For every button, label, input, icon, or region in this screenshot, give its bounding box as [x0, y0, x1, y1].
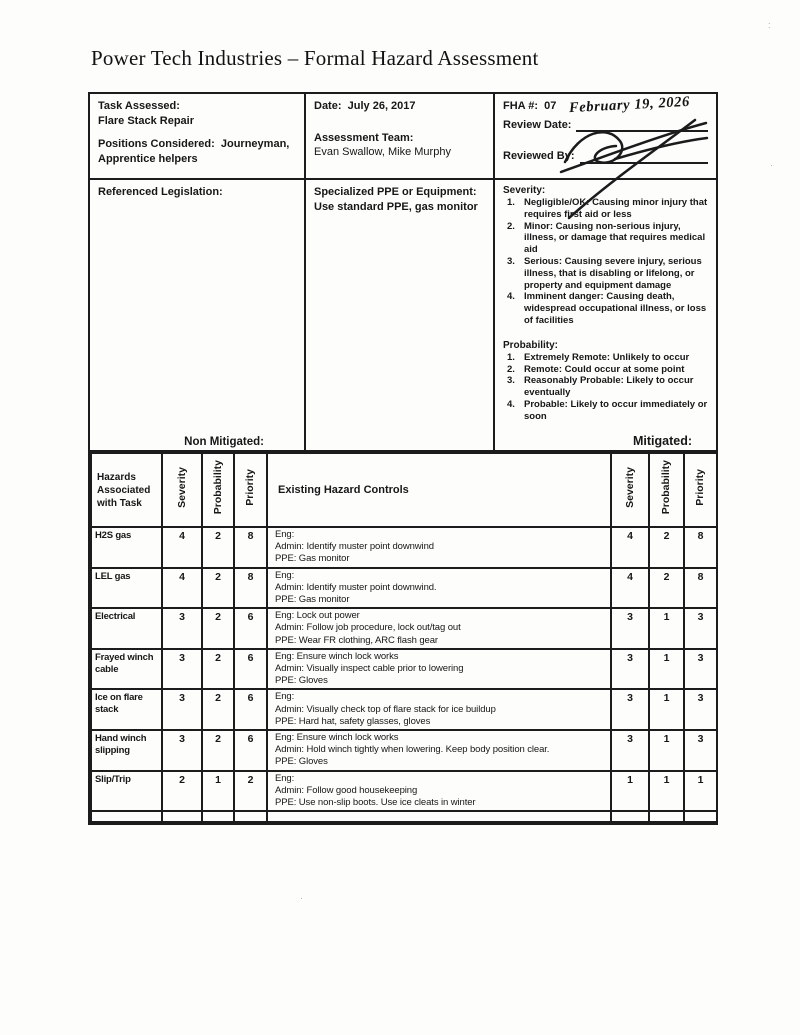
team-value: Evan Swallow, Mike Murphy — [314, 146, 451, 158]
controls-admin: Admin: Hold winch tightly when lowering. Keep body position clear. — [275, 744, 550, 756]
controls-eng: Eng: Ensure winch lock works — [275, 650, 399, 662]
date-label: Date: — [314, 100, 342, 112]
probability-cell: 2 — [202, 649, 234, 690]
controls-ppe: PPE: Wear FR clothing, ARC flash gear — [275, 634, 438, 646]
item-number: 1. — [507, 351, 515, 363]
task-assessed-value: Flare Stack Repair — [98, 114, 194, 127]
positions-line — [98, 137, 296, 166]
severity-cell: 3 — [162, 608, 202, 649]
priority-cell: 2 — [234, 771, 267, 812]
item-text: Probable: Likely to occur immediately or soon — [524, 398, 708, 422]
hazard-cell: Hand winch slipping — [91, 730, 162, 771]
table-row-empty — [91, 811, 717, 822]
severity-cell: 4 — [162, 568, 202, 609]
mitigated-probability-cell: 1 — [649, 689, 684, 730]
mitigated-priority-cell: 3 — [684, 649, 717, 690]
item-number: 3. — [507, 375, 515, 387]
priority-cell — [234, 811, 267, 822]
controls-ppe: PPE: Gloves — [275, 756, 328, 768]
item-text: Serious: Causing severe injury, serious illness, that is disabling or lifelong, or property and equipment damage — [524, 255, 702, 291]
mitigated-priority-cell: 8 — [684, 568, 717, 609]
controls-ppe: PPE: Use non-slip boots. Use ice cleats in winter — [275, 797, 476, 809]
controls-eng: Eng: Lock out power — [275, 610, 360, 622]
col-header-severity — [162, 453, 202, 527]
item-text: Negligible/OK: Causing minor injury that requires first aid or less — [524, 197, 708, 220]
controls-eng: Eng: — [275, 529, 295, 540]
hazard-cell: H2S gas — [91, 527, 162, 568]
probability-definition-item — [503, 399, 708, 423]
priority-cell: 6 — [234, 649, 267, 690]
fha-value: 07 — [544, 100, 557, 112]
severity-cell: 4 — [162, 527, 202, 568]
mitigated-probability-cell: 1 — [649, 608, 684, 649]
controls-cell — [267, 649, 611, 690]
col-header-existing-controls: Existing Hazard Controls — [267, 453, 611, 527]
positions-label: Positions Considered: — [98, 138, 215, 150]
review-date-handwriting: February 19, 2026 — [568, 93, 691, 117]
probability-header-text: Probability — [660, 460, 673, 515]
probability-cell: 2 — [202, 527, 234, 568]
specialized-ppe-cell — [306, 180, 495, 452]
mitigated-label: Mitigated: — [632, 434, 692, 448]
item-number: 1. — [507, 197, 515, 208]
probability-cell — [202, 811, 234, 822]
controls-admin: Admin: Visually check top of flare stack for ice buildup — [275, 703, 496, 715]
controls-cell — [267, 568, 611, 609]
severity-definition-item — [503, 256, 708, 291]
referenced-legislation-cell — [90, 180, 306, 452]
probability-cell: 2 — [202, 730, 234, 771]
item-number: 2. — [507, 220, 515, 232]
probability-cell: 2 — [202, 608, 234, 649]
priority-cell: 8 — [234, 527, 267, 568]
mitigated-probability-cell — [649, 811, 684, 822]
col-header-severity-mitigated — [611, 453, 649, 527]
table-row-slip-trip — [91, 771, 717, 812]
item-text: Remote: Could occur at some point — [524, 363, 685, 375]
item-number: 4. — [507, 291, 515, 303]
item-text: Extremely Remote: Unlikely to occur — [524, 351, 690, 363]
probability-cell: 2 — [202, 689, 234, 730]
controls-ppe: PPE: Gas monitor — [275, 594, 350, 606]
severity-cell — [162, 811, 202, 822]
table-row-frayed-winch-cable — [91, 649, 717, 690]
col-header-priority-mitigated — [684, 453, 717, 527]
item-text: Minor: Causing non-serious injury, illness, or damage that requires medical aid — [524, 220, 706, 256]
probability-definition-item — [503, 364, 708, 376]
probability-cell: 1 — [202, 771, 234, 812]
task-assessed-cell — [90, 94, 306, 180]
table-row-hand-winch-slipping — [91, 730, 717, 771]
reviewed-by-label: Reviewed By: — [503, 150, 575, 162]
mitigated-severity-cell: 4 — [611, 527, 649, 568]
hazard-cell: Slip/Trip — [91, 771, 162, 812]
hazard-cell: Frayed winch cable — [91, 649, 162, 690]
probability-cell: 2 — [202, 568, 234, 609]
hazard-cell: Ice on flare stack — [91, 689, 162, 730]
severity-cell: 3 — [162, 730, 202, 771]
item-number: 3. — [507, 255, 515, 267]
hazard-cell: Electrical — [91, 608, 162, 649]
probability-definition-item — [503, 375, 708, 399]
specialized-ppe-value: Use standard PPE, gas monitor — [314, 200, 478, 213]
priority-cell: 8 — [234, 568, 267, 609]
fha-review-cell — [495, 94, 716, 180]
rating-definitions-cell — [495, 180, 716, 452]
mitigated-priority-cell: 3 — [684, 689, 717, 730]
mitigated-severity-cell: 3 — [611, 689, 649, 730]
date-value: July 26, 2017 — [347, 100, 416, 112]
controls-admin: Admin: Identify muster point downwind. — [275, 581, 437, 593]
referenced-legislation-label: Referenced Legislation: — [98, 186, 223, 198]
item-text: Reasonably Probable: Likely to occur eventually — [524, 375, 694, 399]
controls-cell — [267, 730, 611, 771]
table-row-ice-on-flare-stack — [91, 689, 717, 730]
mitigated-priority-cell: 8 — [684, 527, 717, 568]
item-number: 2. — [507, 363, 515, 375]
priority-cell: 6 — [234, 689, 267, 730]
controls-ppe: PPE: Gloves — [275, 675, 328, 687]
controls-admin: Admin: Visually inspect cable prior to lowering — [275, 663, 464, 675]
priority-cell: 6 — [234, 730, 267, 771]
controls-cell — [267, 527, 611, 568]
mitigated-probability-cell: 1 — [649, 730, 684, 771]
mitigated-severity-cell: 3 — [611, 608, 649, 649]
form-middle-row — [90, 180, 716, 452]
severity-header-text: Severity — [175, 467, 188, 508]
severity-cell: 2 — [162, 771, 202, 812]
mitigated-severity-cell: 3 — [611, 730, 649, 771]
mitigated-priority-cell — [684, 811, 717, 822]
mitigated-probability-cell: 2 — [649, 527, 684, 568]
severity-definition-item — [503, 291, 708, 326]
item-number: 4. — [507, 398, 515, 410]
priority-header-text: Priority — [694, 469, 707, 506]
priority-header-text: Priority — [244, 469, 257, 506]
severity-definitions-title: Severity: — [503, 185, 546, 196]
priority-cell: 6 — [234, 608, 267, 649]
signature-scrawl — [557, 116, 707, 186]
severity-cell: 3 — [162, 649, 202, 690]
mitigated-priority-cell: 3 — [684, 730, 717, 771]
probability-definitions-title: Probability: — [503, 339, 559, 351]
scan-artifact: · — [300, 893, 303, 903]
non-mitigated-label: Non Mitigated: — [184, 436, 264, 448]
team-label: Assessment Team: — [314, 131, 414, 144]
table-row-electrical — [91, 608, 717, 649]
mitigated-priority-cell: 1 — [684, 771, 717, 812]
date-team-cell — [306, 94, 495, 180]
mitigated-probability-cell: 2 — [649, 568, 684, 609]
fha-label: FHA #: — [503, 100, 539, 112]
hazard-cell — [91, 811, 162, 822]
controls-cell — [267, 771, 611, 812]
form-header-row — [90, 94, 716, 180]
mitigated-probability-cell: 1 — [649, 771, 684, 812]
controls-ppe: PPE: Gas monitor — [275, 553, 350, 565]
table-row-lel-gas — [91, 568, 717, 609]
controls-cell — [267, 689, 611, 730]
mitigated-probability-cell: 1 — [649, 649, 684, 690]
hazard-table — [90, 452, 718, 823]
col-header-hazards: Hazards Associated with Task — [91, 453, 162, 527]
controls-admin: Admin: Identify muster point downwind — [275, 541, 434, 553]
col-header-probability — [202, 453, 234, 527]
scan-artifact: · — [770, 160, 773, 170]
controls-cell — [267, 811, 611, 822]
controls-admin: Admin: Follow good housekeeping — [275, 784, 418, 796]
probability-header-text: Probability — [211, 460, 224, 515]
hazard-assessment-form — [88, 92, 718, 825]
col-header-priority — [234, 453, 267, 527]
severity-definition-item — [503, 197, 708, 221]
date-line — [314, 99, 485, 114]
controls-eng: Eng: Ensure winch lock works — [275, 732, 399, 744]
review-date-label: Review Date: — [503, 118, 572, 131]
mitigated-severity-cell: 1 — [611, 771, 649, 812]
mitigated-severity-cell — [611, 811, 649, 822]
scan-artifact: : — [768, 20, 771, 30]
probability-definition-item — [503, 352, 708, 364]
controls-ppe: PPE: Hard hat, safety glasses, gloves — [275, 715, 431, 727]
positions-value: Journeyman, Apprentice helpers — [98, 138, 290, 165]
severity-definition-item — [503, 221, 708, 256]
task-assessed-label: Task Assessed: — [98, 100, 180, 112]
controls-eng: Eng: — [275, 772, 295, 784]
severity-cell: 3 — [162, 689, 202, 730]
controls-admin: Admin: Follow job procedure, lock out/tag out — [275, 622, 461, 634]
item-text: Imminent danger: Causing death, widespread occupational illness, or loss of facilities — [524, 291, 707, 326]
table-row-h2s-gas — [91, 527, 717, 568]
col-header-probability-mitigated — [649, 453, 684, 527]
mitigated-severity-cell: 3 — [611, 649, 649, 690]
severity-header-text: Severity — [623, 467, 636, 508]
mitigated-severity-cell: 4 — [611, 568, 649, 609]
hazard-cell: LEL gas — [91, 568, 162, 609]
specialized-ppe-label: Specialized PPE or Equipment: — [314, 186, 477, 198]
page-title: Power Tech Industries – Formal Hazard Assessment — [91, 46, 539, 70]
controls-eng: Eng: — [275, 691, 295, 703]
hazard-table-header-row — [91, 453, 717, 527]
controls-cell — [267, 608, 611, 649]
mitigated-priority-cell: 3 — [684, 608, 717, 649]
controls-eng: Eng: — [275, 569, 295, 581]
